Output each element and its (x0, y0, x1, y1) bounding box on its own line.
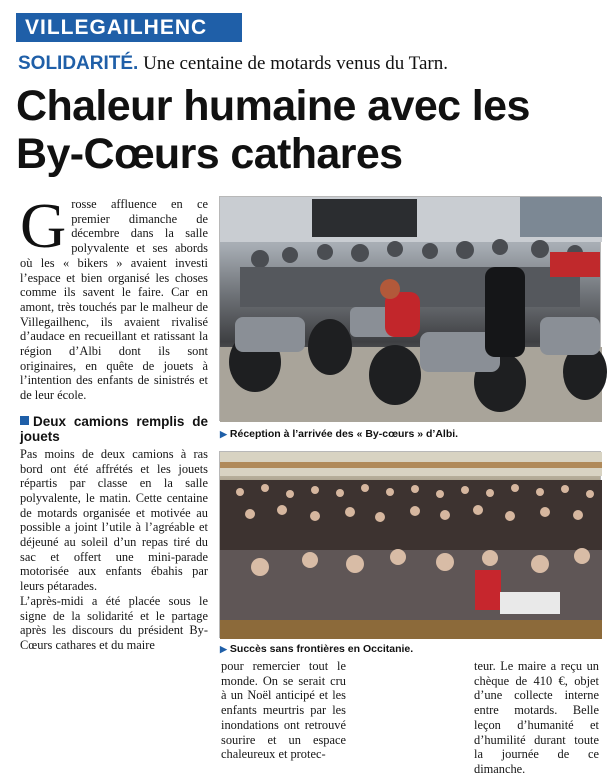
headline: Chaleur humaine avec les By-Cœurs cathares (16, 82, 530, 178)
caption-arrow-icon: ▶ (220, 644, 227, 654)
caption-2-text: Succès sans frontières en Occitanie. (229, 643, 414, 655)
photo-caption-1 (220, 428, 600, 441)
drop-cap: G (20, 190, 67, 261)
photo-caption-2 (220, 643, 600, 656)
section-tag: VILLEGAILHENC (16, 13, 242, 42)
body-paragraph-2: Pas moins de deux camions à ras bord ont été affrétés et les jouets répartis par classe en la salle polyvalente, le matin. Cette centaine de motards organisée et motivée au possible a joint l’utile à l’agréable et déjeuné au soleil d’un repas tiré du sac et offert une mini-parade motorisée aux enfants ébahis par leurs pétarades. (20, 446, 208, 594)
intro-text: rosse affluence en ce premier dimanche de décembre dans la salle polyvalente et ses abords où les « bikers » avaient investi l’espace et bien organisé les choses comme ils savent le faire. Car en amont, très touchés par le malheur de Villegailhenc, ils avaient rivalisé d’audace en recueillant et ratissant la région d’Albi dont ils sont originaires, en quête de jouets à l’intention des enfants de sinistrés et de leur école. (20, 197, 208, 403)
body-paragraph-3: L’après-midi a été placée sous le signe de la solidarité et le partage après les discours du président By-Cœurs cathares et du maire (20, 593, 208, 652)
photo-bikers-illustration (220, 197, 602, 422)
kicker-label: SOLIDARITÉ. (18, 53, 139, 74)
square-bullet-icon (20, 416, 29, 425)
article-column-right: teur. Le maire a reçu un chèque de 410 €, objet d’une collecte interne entre motards. Belle leçon d’humanité et d’humilité durant toute la journée de ce dimanche. (474, 659, 599, 776)
subheading-text: Deux camions remplis de jouets (20, 413, 208, 444)
photo-crowd-illustration (220, 452, 602, 639)
kicker-text: Une centaine de motards venus du Tarn. (138, 53, 448, 74)
kicker (18, 52, 608, 76)
photo-bikers-reception (219, 196, 601, 421)
caption-1-text: Réception à l’arrivée des « By-cœurs » d’Albi. (229, 428, 459, 440)
caption-arrow-icon: ▶ (220, 429, 227, 439)
article-column-left (20, 190, 208, 653)
photo-crowd (219, 451, 601, 638)
intro-paragraph (20, 190, 208, 403)
article-column-middle: pour remercier tout le monde. On se serait cru à un Noël anticipé et les enfants meurtris par les inondations ont retrouvé sourire et un espace chaleureux et protec- (221, 659, 346, 762)
subheading (20, 414, 208, 444)
